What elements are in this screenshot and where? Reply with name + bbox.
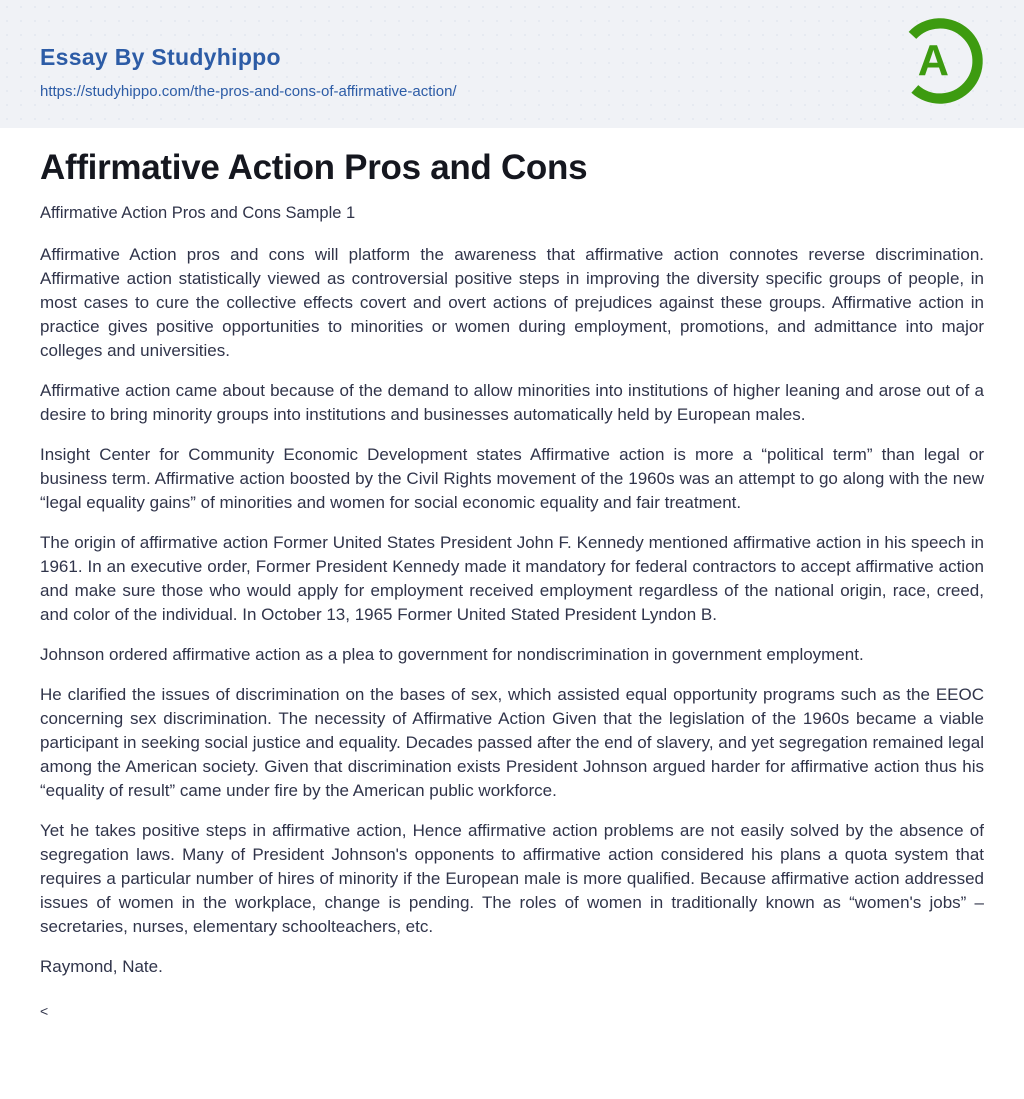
studyhippo-logo-icon [893,14,987,108]
paragraph: He clarified the issues of discrimination on the bases of sex, which assisted equal opportunity programs such as the EEOC concerning sex discrimination. The necessity of Affirmative Action Given that the legislation of the 1960s became a viable participant in seeking social justice and equality. Decades passed after the end of slavery, and yet segregation remained legal among the American society. Given that discrimination exists President Johnson argued harder for affirmative action thus his “equality of result” came under fire by the American public workforce. [40,685,984,800]
article [0,128,1024,1019]
article-byline: Raymond, Nate. [40,957,163,976]
paragraph: Yet he takes positive steps in affirmative action, Hence affirmative action problems are not easily solved by the absence of segregation laws. Many of President Johnson's opponents to affirmative action considered his plans a quota system that requires a particular number of hires of minority if the European male is more qualified. Because affirmative action addressed issues of women in the workplace, change is pending. The roles of women in traditionally known as “women's jobs” – secretaries, nurses, elementary schoolteachers, etc. [40,821,984,936]
paragraph: Johnson ordered affirmative action as a plea to government for nondiscrimination in government employment. [40,645,864,664]
article-title: Affirmative Action Pros and Cons [40,148,588,187]
site-title: Essay By Studyhippo [40,44,281,70]
article-body [40,243,984,939]
paragraph: Insight Center for Community Economic Development states Affirmative action is more a “political term” than legal or business term. Affirmative action boosted by the Civil Rights movement of the 1960s was an attempt to go along with the new “legal equality gains” of minorities and women for social economic equality and fair treatment. [40,445,984,512]
page-header [0,0,1024,128]
logo-letter: A [917,37,950,86]
paragraph: Affirmative action came about because of the demand to allow minorities into institutions of higher leaning and arose out of a desire to bring minority groups into institutions and businesses automatically held by European males. [40,381,984,424]
source-url-link[interactable]: https://studyhippo.com/the-pros-and-cons-of-affirmative-action/ [40,83,457,100]
paragraph: The origin of affirmative action Former United States President John F. Kennedy mentioned affirmative action in his speech in 1961. In an executive order, Former President Kennedy made it mandatory for federal contractors to accept affirmative action and make sure those who would apply for employment received employment regardless of the national origin, race, creed, and color of the individual. In October 13, 1965 Former United Stated President Lyndon B. [40,533,984,624]
article-subtitle: Affirmative Action Pros and Cons Sample 1 [40,204,356,222]
footer-mark: < [40,1003,49,1019]
paragraph: Affirmative Action pros and cons will platform the awareness that affirmative action connotes reverse discrimination. Affirmative action statistically viewed as controversial positive steps in improving the diversity specific groups of people, in most cases to cure the collective effects covert and overt actions of prejudices against these groups. Affirmative action in practice gives positive opportunities to minorities or women during employment, promotions, and admittance into major colleges and universities. [40,245,984,360]
